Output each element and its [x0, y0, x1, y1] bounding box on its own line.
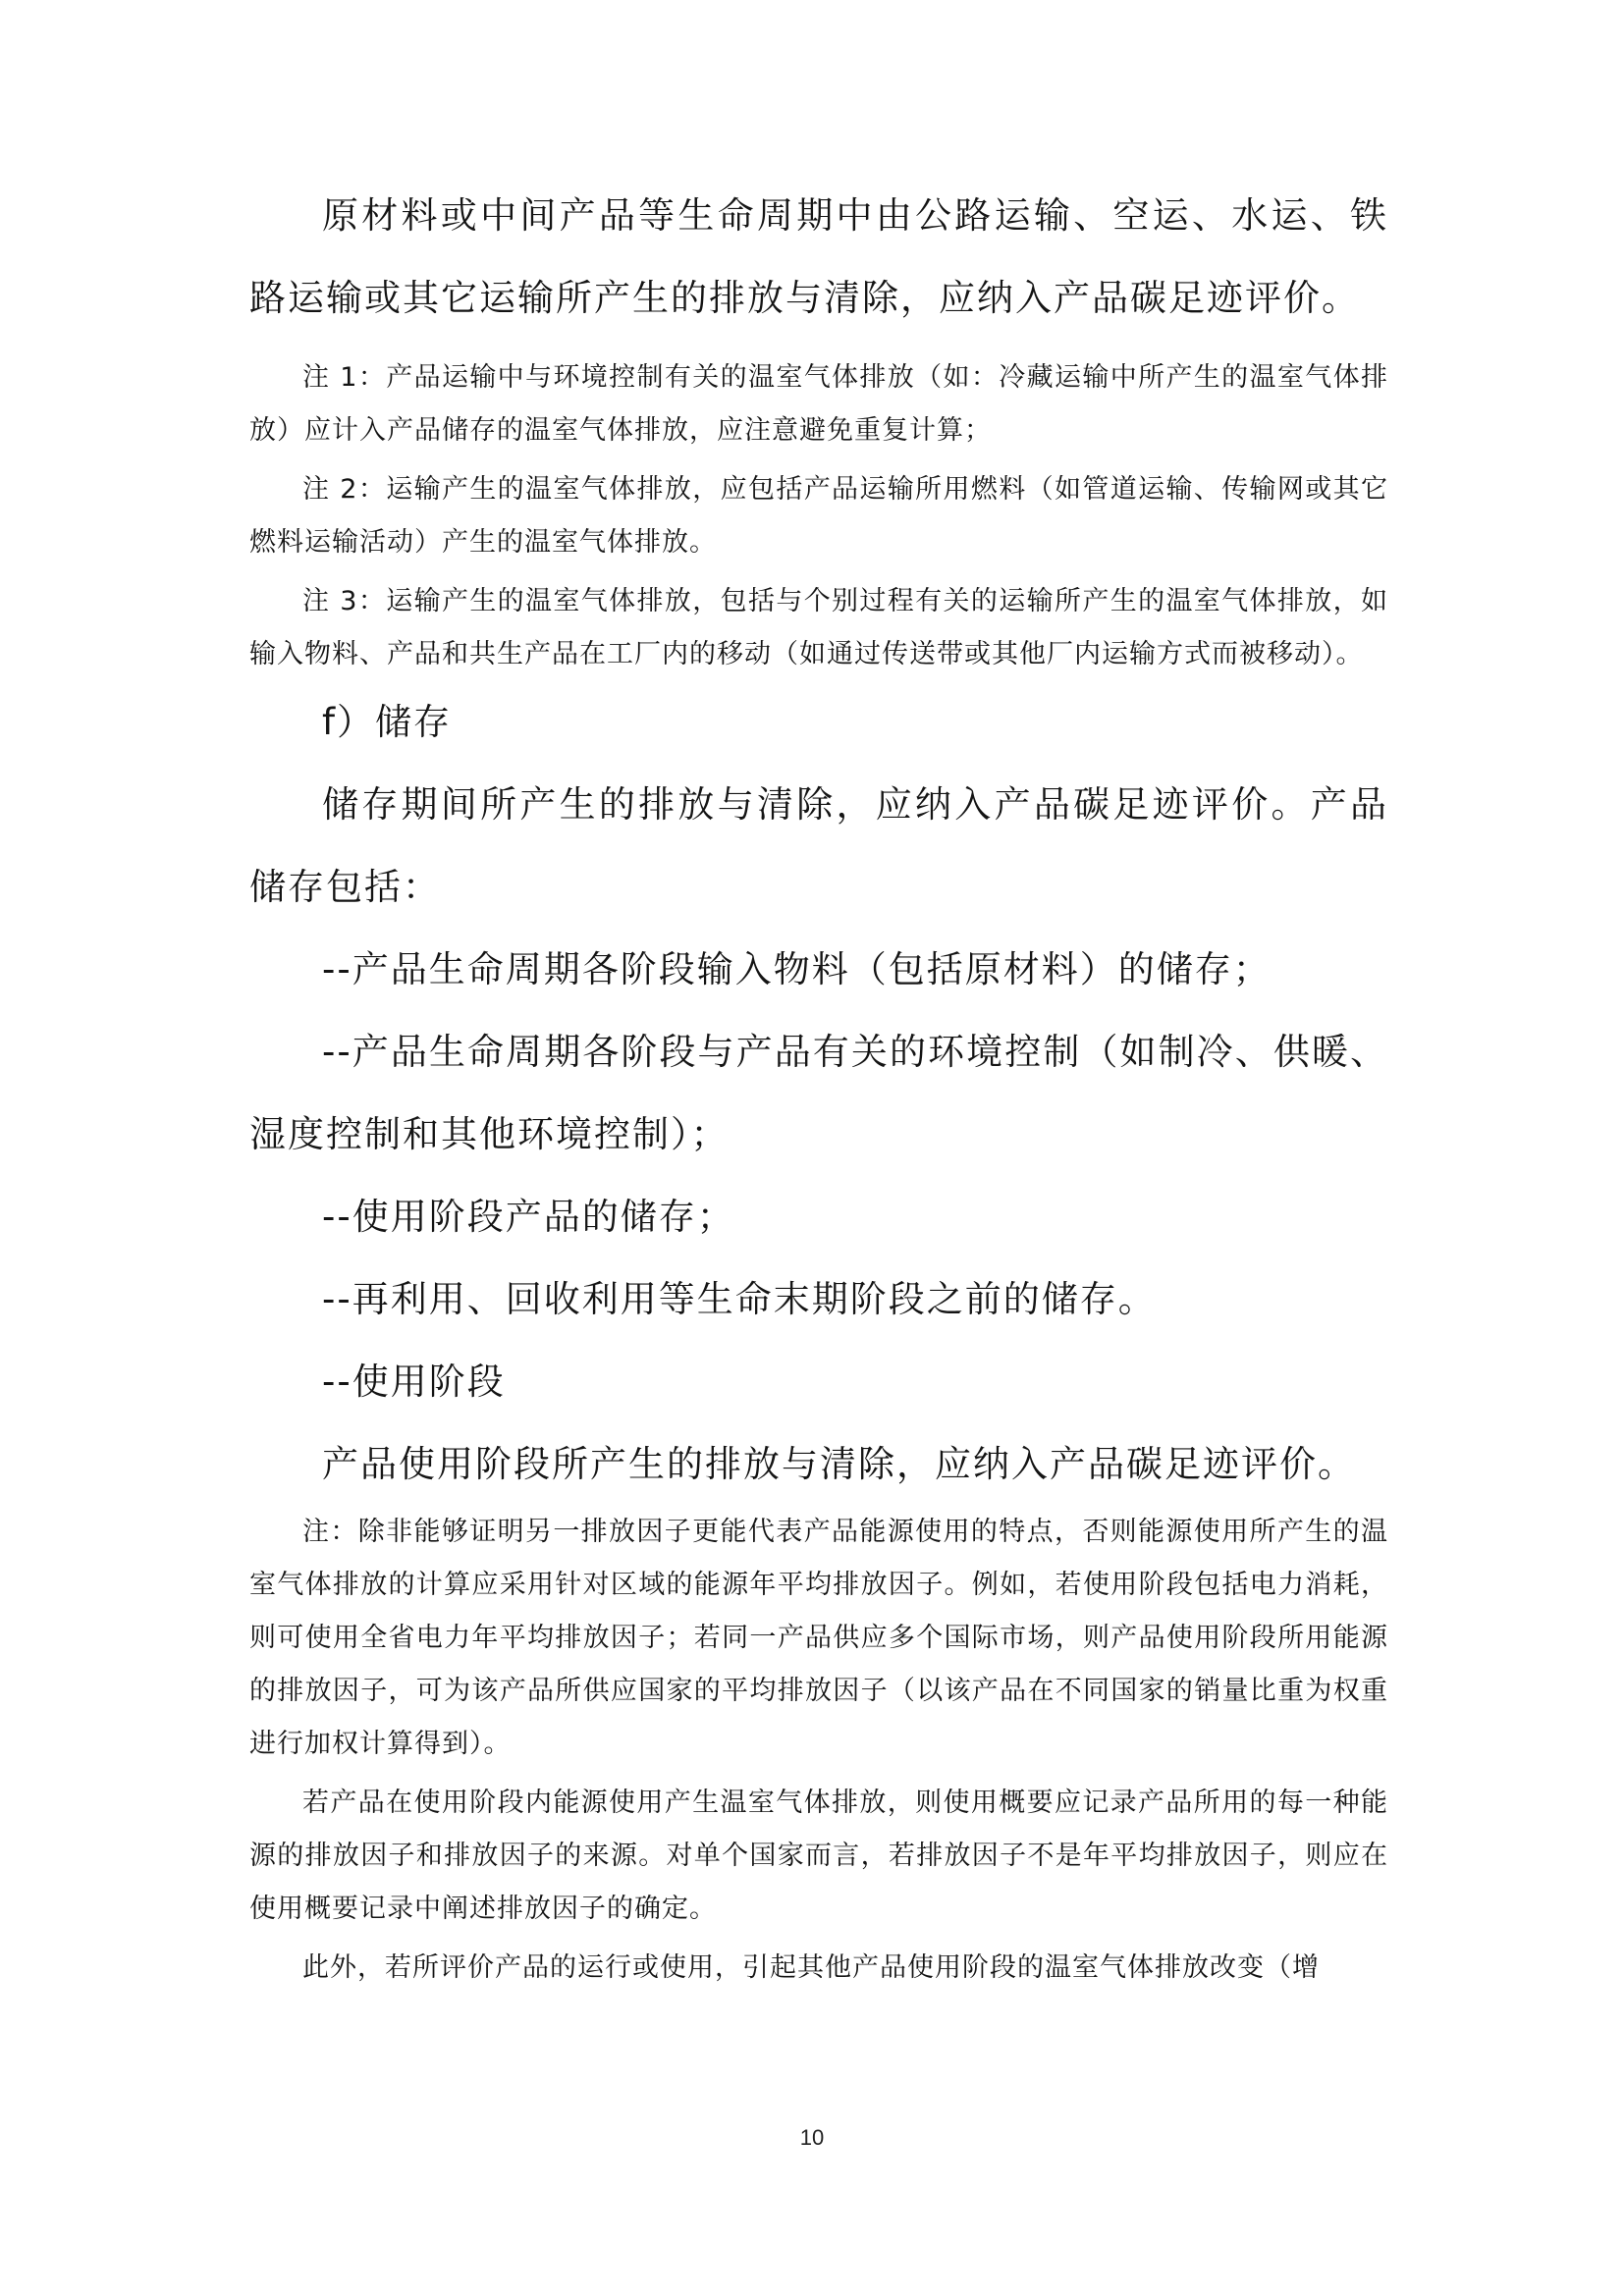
list-item-storage-inputs: --产品生命周期各阶段输入物料（包括原材料）的储存；	[322, 948, 1272, 990]
paragraph-emission-factors: 若产品在使用阶段内能源使用产生温室气体排放，则使用概要应记录产品所用的每一种能源的排放因子和排放因子的来源。对单个国家而言，若排放因子不是年平均排放因子，则应在使用概要记录中阐述排放因子的确定。	[249, 1788, 1388, 1924]
list-item-environment-control: --产品生命周期各阶段与产品有关的环境控制（如制冷、供暖、湿度控制和其他环境控制）；	[249, 1031, 1388, 1155]
section-heading-use-stage: --使用阶段	[322, 1361, 506, 1403]
note-use-stage: 注：除非能够证明另一排放因子更能代表产品能源使用的特点，否则能源使用所产生的温室气体排放的计算应采用针对区域的能源年平均排放因子。例如，若使用阶段包括电力消耗，则可使用全省电力年平均排放因子；若同一产品供应多个国际市场，则产品使用阶段所用能源的排放因子，可为该产品所供应国家的平均排放因子（以该产品在不同国家的销量比重为权重进行加权计算得到）。	[249, 1517, 1388, 1759]
paragraph-transport-emissions: 原材料或中间产品等生命周期中由公路运输、空运、水运、铁路运输或其它运输所产生的排放与清除，应纳入产品碳足迹评价。	[249, 194, 1388, 319]
list-item-end-of-life-storage: --再利用、回收利用等生命末期阶段之前的储存。	[322, 1278, 1157, 1320]
section-heading-storage: f）储存	[322, 701, 453, 743]
note-1: 注 1：产品运输中与环境控制有关的温室气体排放（如：冷藏运输中所产生的温室气体排放）应计入产品储存的温室气体排放，应注意避免重复计算；	[249, 362, 1388, 446]
page-number: 10	[799, 2125, 825, 2150]
note-3: 注 3：运输产生的温室气体排放，包括与个别过程有关的运输所产生的温室气体排放，如输入物料、产品和共生产品在工厂内的移动（如通过传送带或其他厂内运输方式而被移动）。	[249, 586, 1388, 669]
paragraph-other-products: 此外，若所评价产品的运行或使用，引起其他产品使用阶段的温室气体排放改变（增	[302, 1952, 1320, 1983]
list-item-use-stage-storage: --使用阶段产品的储存；	[322, 1196, 735, 1238]
page-body	[249, 175, 1388, 1995]
note-2: 注 2：运输产生的温室气体排放，应包括产品运输所用燃料（如管道运输、传输网或其它燃料运输活动）产生的温室气体排放。	[249, 474, 1388, 558]
paragraph-use-stage: 产品使用阶段所产生的排放与清除，应纳入产品碳足迹评价。	[322, 1443, 1356, 1485]
paragraph-storage-intro: 储存期间所产生的排放与清除，应纳入产品碳足迹评价。产品储存包括：	[249, 783, 1388, 908]
